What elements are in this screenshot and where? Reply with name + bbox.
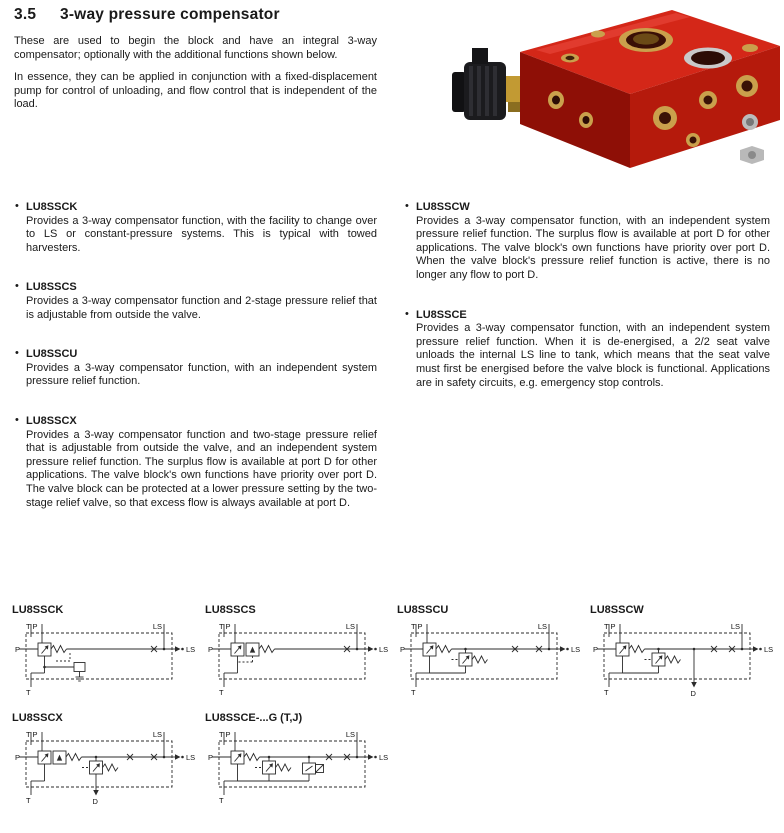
svg-text:P: P (400, 645, 406, 654)
diagram-label: LU8SSCK (12, 604, 64, 616)
svg-text:T: T (219, 688, 224, 697)
diagram-lu8sscw (590, 604, 782, 703)
model-name: LU8SSCX (26, 414, 77, 427)
model-name: LU8SSCE (416, 308, 467, 321)
bullet-glyph: • (15, 200, 19, 212)
diagram-lu8sscx (12, 712, 204, 811)
svg-text:T P: T P (219, 622, 231, 631)
model-bullet-lu8ssck (14, 201, 377, 255)
svg-text:LS: LS (152, 622, 162, 631)
svg-text:T: T (219, 796, 224, 805)
model-name: LU8SSCU (26, 348, 78, 361)
product-photo (450, 0, 782, 172)
svg-text:P: P (208, 753, 214, 762)
model-description: Provides a 3-way compensator function, with an independent system pressure relief function. The surplus flow is available at port D for other applications. The valve block's own functions have priority over port D. When the valve block's pressure relief function is active, there is no longer any flow to port D. (416, 214, 770, 281)
model-description: Provides a 3-way compensator function, with an independent system pressure relief function. When it is de-energised, a 2/2 seat valve unloads the internal LS line to tank, which means that the seat valve must first be energised before the valve block is functional. Applications are in safety circuits, e.g. emergency stop controls. (416, 322, 770, 389)
svg-text:LS: LS (379, 645, 389, 654)
model-description: Provides a 3-way compensator function, with the facility to change over to LS or constant-pressure systems. This is typical with towed harvesters. (26, 214, 377, 254)
svg-text:LS: LS (152, 730, 162, 739)
svg-text:D: D (690, 689, 696, 698)
svg-text:D: D (92, 797, 98, 806)
svg-text:LS: LS (379, 753, 389, 762)
schematic-lu8sscw-icon (590, 617, 782, 703)
svg-text:LS: LS (571, 645, 581, 654)
model-description: Provides a 3-way compensator function and 2-stage pressure relief that is adjustable from outside the valve. (26, 294, 377, 321)
svg-text:P: P (15, 645, 21, 654)
svg-text:LS: LS (537, 622, 547, 631)
model-bullet-lu8sscw (404, 201, 770, 283)
section-heading (14, 6, 280, 24)
diagram-label: LU8SSCU (397, 604, 449, 616)
svg-text:T: T (411, 688, 416, 697)
section-title: 3-way pressure compensator (60, 6, 280, 23)
schematic-lu8ssce-icon (205, 725, 397, 811)
model-name: LU8SSCK (26, 201, 78, 213)
svg-text:T: T (26, 796, 31, 805)
bullet-glyph: • (405, 200, 409, 212)
diagram-label: LU8SSCE-...G (T,J) (205, 712, 303, 724)
diagram-lu8ssce (205, 712, 397, 811)
intro-text (14, 35, 377, 121)
svg-text:T P: T P (411, 622, 423, 631)
model-bullet-lu8sscx (14, 415, 377, 510)
diagram-lu8sscu (397, 604, 589, 703)
model-name: LU8SSCW (416, 201, 470, 213)
svg-text:LS: LS (345, 730, 355, 739)
schematic-lu8sscs-icon (205, 617, 397, 703)
svg-text:LS: LS (186, 645, 196, 654)
diagram-label: LU8SSCW (590, 604, 644, 616)
svg-text:T: T (604, 688, 609, 697)
svg-text:T P: T P (219, 730, 231, 739)
svg-text:LS: LS (730, 622, 740, 631)
intro-paragraph-2: In essence, they can be applied in conjunction with a fixed-displacement pump for control of unloading, and flow control that is independent of the load. (14, 71, 377, 111)
bullet-glyph: • (15, 413, 19, 426)
diagram-label: LU8SSCS (205, 604, 256, 616)
intro-paragraph-1: These are used to begin the block and have an integral 3-way compensator; optionally with the additional functions shown below. (14, 35, 377, 61)
svg-text:T: T (26, 688, 31, 697)
svg-text:LS: LS (345, 622, 355, 631)
schematic-lu8sscx-icon (12, 725, 204, 811)
diagram-lu8ssck (12, 604, 204, 703)
bullet-glyph: • (15, 347, 19, 360)
bullet-column-right (404, 201, 770, 416)
svg-text:LS: LS (186, 753, 196, 762)
model-name: LU8SSCS (26, 281, 77, 294)
model-bullet-lu8sscu (14, 348, 377, 389)
model-description: Provides a 3-way compensator function and two-stage pressure relief that is adjustable from outside the valve, and an independent system pressure relief function. The surplus flow is available at port D for other applications. The valve block's own functions have priority over port D. The valve block can be protected at a lower pressure setting by the two-stage relief valve, so that excess flow is always available at port D. (26, 428, 377, 509)
bullet-glyph: • (15, 280, 19, 293)
bullet-column-left (14, 201, 377, 536)
schematic-lu8sscu-icon (397, 617, 589, 703)
diagram-label: LU8SSCX (12, 712, 63, 724)
model-bullet-lu8ssce (404, 309, 770, 391)
solenoid-connector (472, 48, 488, 64)
svg-text:T P: T P (26, 730, 38, 739)
svg-text:P: P (593, 645, 599, 654)
section-number: 3.5 (14, 6, 37, 23)
model-bullet-lu8sscs (14, 281, 377, 322)
diagram-lu8sscs (205, 604, 397, 703)
model-description: Provides a 3-way compensator function, with an independent system pressure relief function. (26, 361, 377, 388)
svg-text:P: P (15, 753, 21, 762)
svg-text:LS: LS (764, 645, 774, 654)
solenoid-cap (452, 72, 466, 112)
bullet-glyph: • (405, 307, 409, 320)
schematic-lu8ssck-icon (12, 617, 204, 703)
svg-text:P: P (208, 645, 214, 654)
svg-text:T P: T P (26, 622, 38, 631)
svg-text:T P: T P (604, 622, 616, 631)
